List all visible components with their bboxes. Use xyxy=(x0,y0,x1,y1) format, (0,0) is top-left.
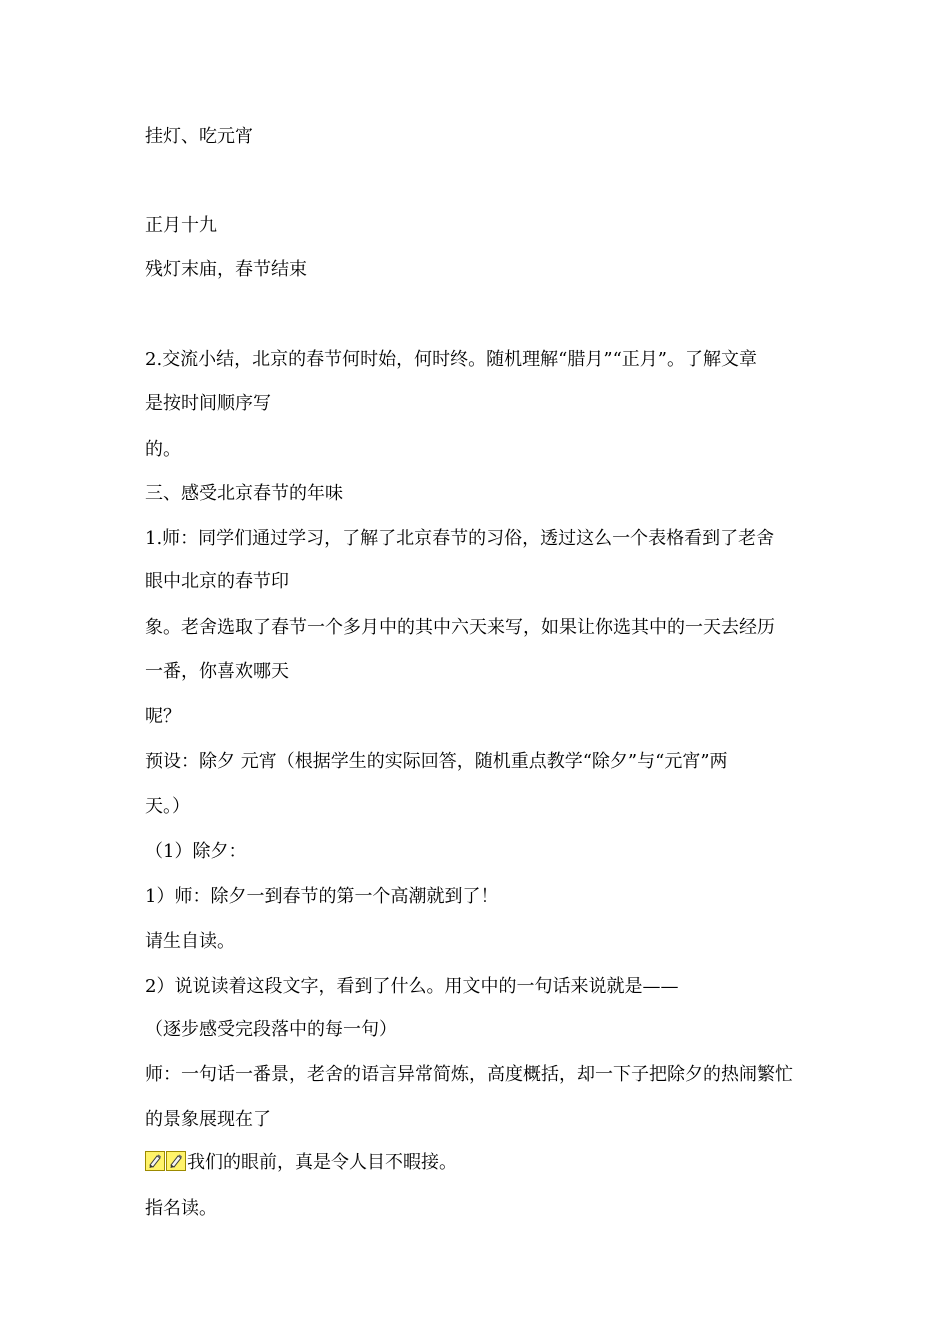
text-line: 眼中北京的春节印 xyxy=(145,571,289,592)
text-line: 象。老舍选取了春节一个多月中的其中六天来写，如果让你选其中的一天去经历 xyxy=(145,617,775,638)
text-line: 指名读。 xyxy=(145,1198,217,1219)
text-line: 2）说说读着这段文字，看到了什么。用文中的一句话来说就是—— xyxy=(145,976,679,997)
text-line: 师：一句话一番景，老舍的语言异常简炼，高度概括，却一下子把除夕的热闹繁忙 xyxy=(145,1064,793,1085)
text-line: 残灯末庙，春节结束 xyxy=(145,259,307,280)
text-line: 天。） xyxy=(145,796,190,817)
text-line: 1）师：除夕一到春节的第一个高潮就到了！ xyxy=(145,886,499,907)
text-line: 的。 xyxy=(145,439,181,460)
edit-icon xyxy=(145,1151,165,1171)
edit-icon xyxy=(166,1151,186,1171)
text-line: 呢？ xyxy=(145,706,181,727)
text-line: 请生自读。 xyxy=(145,931,235,952)
text-line: （1）除夕： xyxy=(145,841,247,862)
text-line: 2.交流小结，北京的春节何时始，何时终。随机理解“腊月”“正月”。了解文章 xyxy=(145,349,757,370)
text-line: 一番，你喜欢哪天 xyxy=(145,661,289,682)
text-line: 挂灯、吃元宵 xyxy=(145,126,253,147)
text-line: 是按时间顺序写 xyxy=(145,393,271,414)
text-line: 我们的眼前，真是令人目不暇接。 xyxy=(187,1152,457,1173)
text-line: 的景象展现在了 xyxy=(145,1109,271,1130)
text-line: （逐步感受完段落中的每一句） xyxy=(145,1019,397,1040)
text-line: 预设：除夕 元宵（根据学生的实际回答，随机重点教学“除夕”与“元宵”两 xyxy=(145,751,728,772)
section-heading: 三、感受北京春节的年味 xyxy=(145,483,343,504)
text-line: 1.师：同学们通过学习，了解了北京春节的习俗，透过这么一个表格看到了老舍 xyxy=(145,528,775,549)
text-line-with-icons xyxy=(145,1151,457,1175)
text-line: 正月十九 xyxy=(145,215,217,236)
